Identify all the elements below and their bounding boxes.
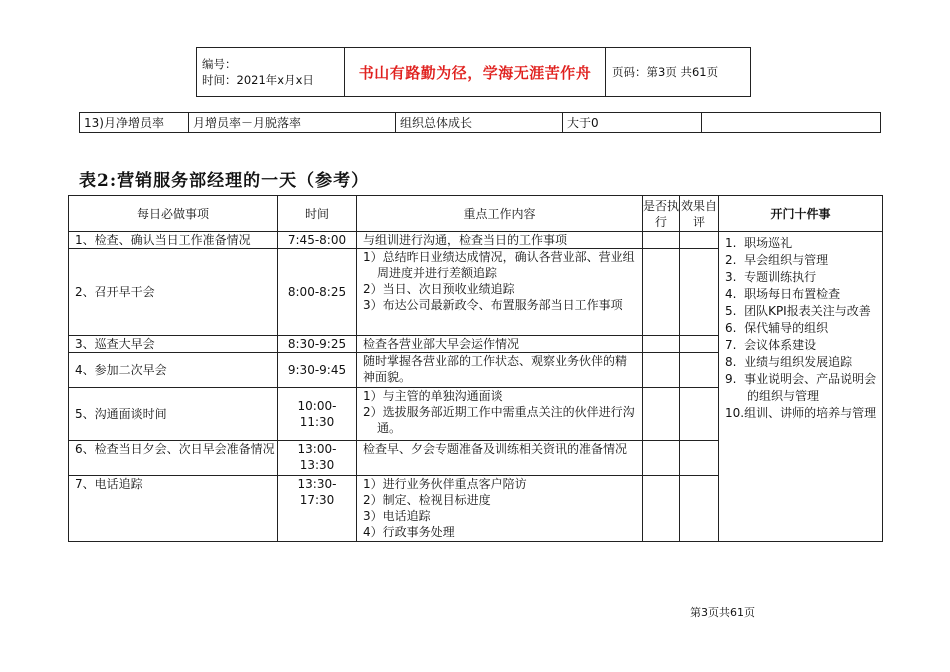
- growth-cell: 大于0: [563, 113, 702, 133]
- content-cell: [357, 232, 643, 249]
- ten-item: 5. 团队KPI报表关注与改善: [725, 304, 871, 318]
- executed-cell: [643, 476, 680, 542]
- col-header: 效果自评: [680, 196, 719, 232]
- time-cell: 9:30-9:45: [278, 353, 357, 388]
- ten-item: 2. 早会组织与管理: [725, 253, 829, 267]
- growth-cell: 月增员率－月脱落率: [189, 113, 396, 133]
- self-eval-cell: [680, 388, 719, 441]
- content-cell: [357, 388, 643, 441]
- task-cell: 4、参加二次早会: [69, 353, 278, 388]
- content-line: 随时掌握各营业部的工作状态、观察业务伙伴的精神面貌。: [363, 354, 628, 384]
- growth-cell: [702, 113, 881, 133]
- executed-cell: [643, 336, 680, 353]
- content-line: 检查早、夕会专题准备及训练相关资讯的准备情况: [363, 442, 628, 456]
- self-eval-cell: [680, 476, 719, 542]
- motto: 书山有路勤为径，学海无涯苦作舟: [345, 48, 606, 97]
- executed-cell: [643, 388, 680, 441]
- time-cell: 7:45-8:00: [278, 232, 357, 249]
- col-header: 开门十件事: [719, 196, 883, 232]
- time-cell: 13:00-13:30: [278, 441, 357, 476]
- table-header-row: [69, 196, 883, 232]
- self-eval-cell: [680, 441, 719, 476]
- col-header: 时间: [278, 196, 357, 232]
- content-line: 4）行政事务处理: [363, 525, 455, 539]
- ten-item: 4. 职场每日布置检查: [725, 287, 841, 301]
- time-cell: 8:30-9:25: [278, 336, 357, 353]
- content-line: 3）布达公司最新政令、布置服务部当日工作事项: [363, 298, 623, 312]
- ten-item: 9. 事业说明会、产品说明会的组织与管理: [725, 372, 877, 403]
- self-eval-cell: [680, 336, 719, 353]
- ten-things-cell: [719, 232, 883, 542]
- ten-item: 10.组训、讲师的培养与管理: [725, 406, 877, 420]
- task-cell: 7、电话追踪: [69, 476, 278, 542]
- executed-cell: [643, 353, 680, 388]
- ten-item: 6. 保代辅导的组织: [725, 321, 829, 335]
- executed-cell: [643, 441, 680, 476]
- task-cell: 1、检查、确认当日工作准备情况: [69, 232, 278, 249]
- time-cell: 10:00-11:30: [278, 388, 357, 441]
- content-cell: [357, 336, 643, 353]
- task-cell: 5、沟通面谈时间: [69, 388, 278, 441]
- table-row: [69, 232, 883, 249]
- content-line: 1）总结昨日业绩达成情况，确认各营业部、营业组周进度并进行差额追踪: [363, 250, 635, 280]
- task-cell: 3、巡查大早会: [69, 336, 278, 353]
- content-cell: [357, 353, 643, 388]
- self-eval-cell: [680, 249, 719, 336]
- page-label: 页码：第3页 共61页: [606, 48, 751, 97]
- ten-item: 7. 会议体系建设: [725, 338, 817, 352]
- ten-item: 1. 职场巡礼: [725, 236, 793, 250]
- self-eval-cell: [680, 232, 719, 249]
- content-line: 2）制定、检视目标进度: [363, 493, 491, 507]
- page-footer: 第3页共61页: [690, 606, 755, 619]
- growth-table-row: [79, 112, 881, 133]
- col-header: 重点工作内容: [357, 196, 643, 232]
- header-meta: [197, 48, 345, 97]
- executed-cell: [643, 232, 680, 249]
- table-title: 表2:营销服务部经理的一天（参考）: [79, 171, 370, 191]
- content-line: 1）与主管的单独沟通面谈: [363, 389, 503, 403]
- task-cell: 6、检查当日夕会、次日早会准备情况: [69, 441, 278, 476]
- time-cell: 8:00-8:25: [278, 249, 357, 336]
- content-line: 3）电话追踪: [363, 509, 431, 523]
- content-line: 1）进行业务伙伴重点客户陪访: [363, 477, 527, 491]
- task-cell: 2、召开早干会: [69, 249, 278, 336]
- time-cell: 13:30-17:30: [278, 476, 357, 542]
- content-cell: [357, 249, 643, 336]
- content-line: 2）选拔服务部近期工作中需重点关注的伙伴进行沟通。: [363, 405, 635, 435]
- self-eval-cell: [680, 353, 719, 388]
- time-label: 时间：2021年x月x日: [202, 73, 314, 87]
- executed-cell: [643, 249, 680, 336]
- content-cell: [357, 441, 643, 476]
- col-header: 是否执行: [643, 196, 680, 232]
- ten-item: 3. 专题训练执行: [725, 270, 817, 284]
- content-line: 2）当日、次日预收业绩追踪: [363, 282, 515, 296]
- code-label: 编号：: [202, 57, 237, 71]
- page-header: [196, 47, 751, 97]
- content-cell: [357, 476, 643, 542]
- ten-item: 8. 业绩与组织发展追踪: [725, 355, 853, 369]
- content-line: 与组训进行沟通，检查当日的工作事项: [363, 233, 568, 247]
- daily-schedule-table: [68, 195, 883, 542]
- content-line: 检查各营业部大早会运作情况: [363, 337, 520, 351]
- growth-cell: 13)月净增员率: [80, 113, 189, 133]
- growth-cell: 组织总体成长: [396, 113, 563, 133]
- col-header: 每日必做事项: [69, 196, 278, 232]
